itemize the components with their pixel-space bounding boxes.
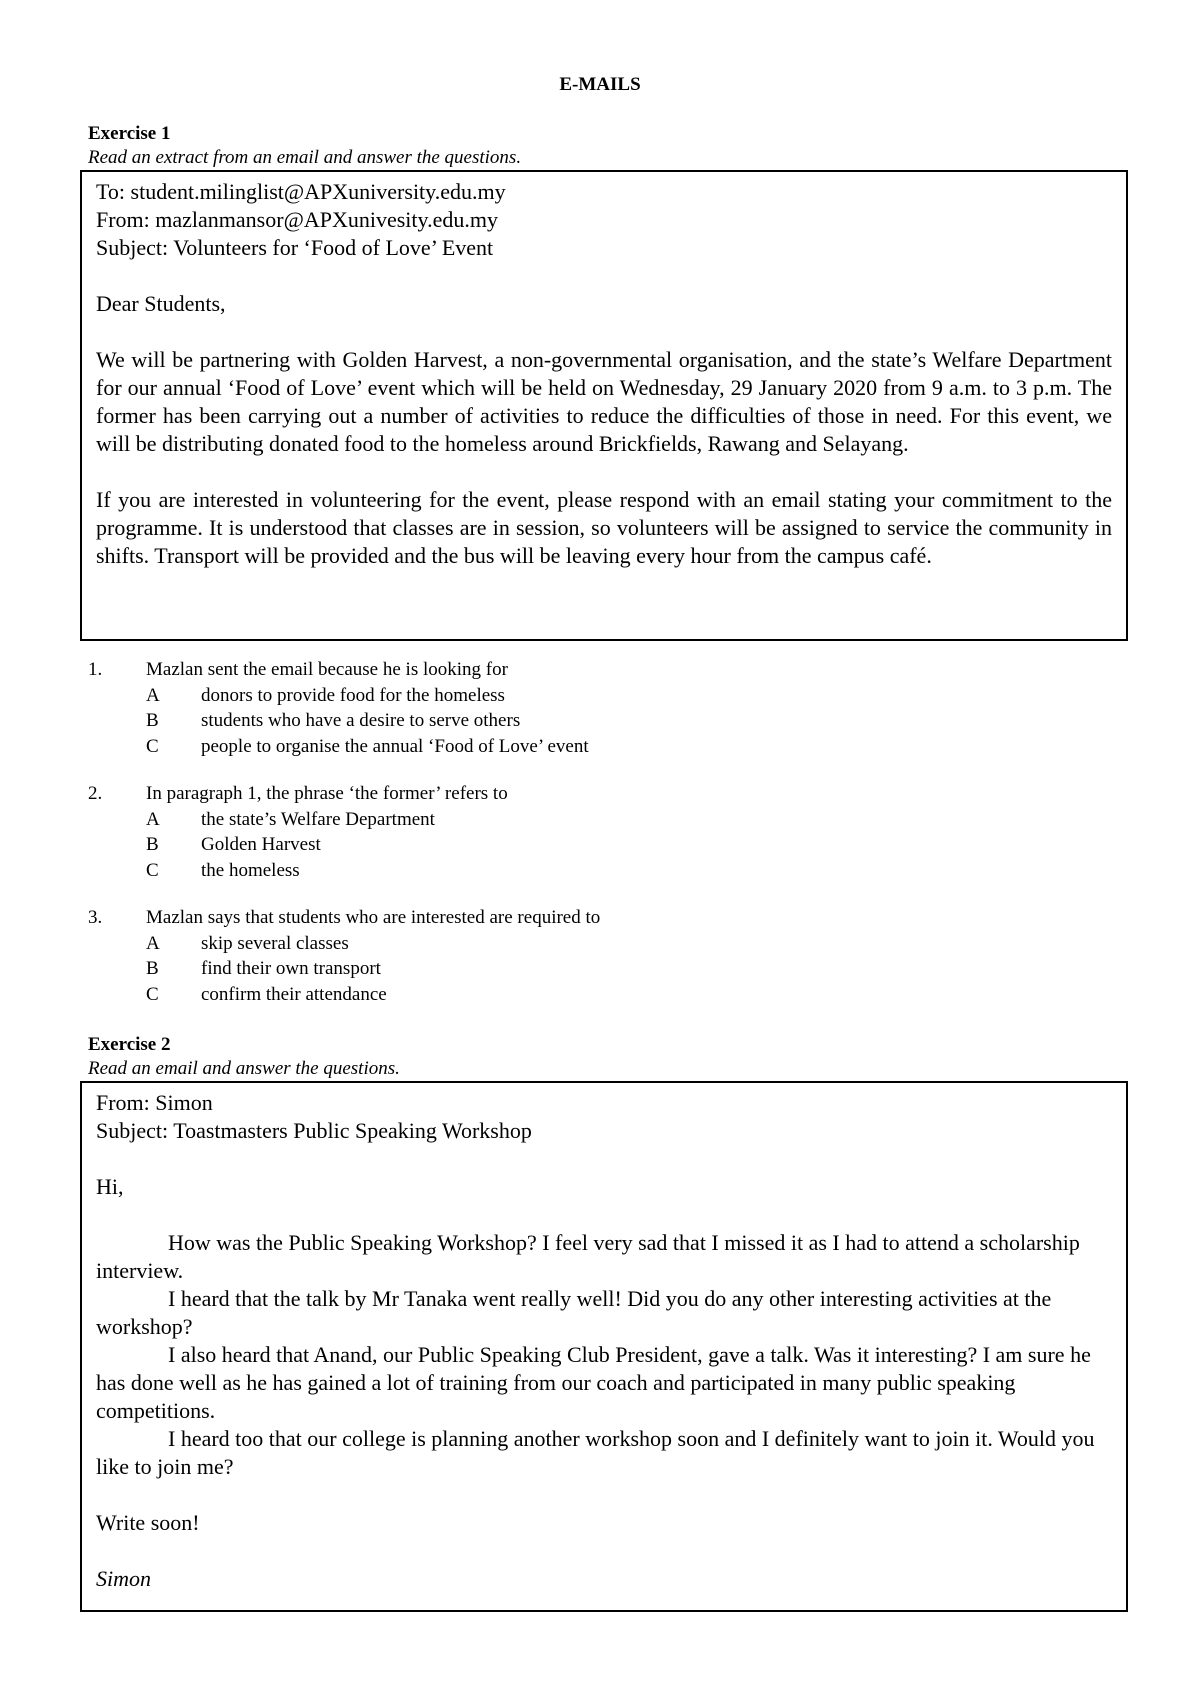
option-letter: A bbox=[146, 684, 160, 706]
option-letter: B bbox=[146, 958, 159, 979]
option-text: the state’s Welfare Department bbox=[201, 808, 435, 830]
option-letter: A bbox=[146, 932, 160, 954]
question-stem: Mazlan sent the email because he is looking for bbox=[146, 659, 508, 680]
question-3 bbox=[88, 905, 1088, 1007]
option-letter: B bbox=[146, 834, 159, 855]
email-paragraph-3: I also heard that Anand, our Public Speaking Club President, gave a talk. Was it interesting? I am sure he has done well as he has gained a lot of training from our coach and participated in many public speaking competitions. bbox=[96, 1342, 1091, 1423]
email-subject-line: Subject: Volunteers for ‘Food of Love’ Event bbox=[96, 235, 494, 260]
question-stem: Mazlan says that students who are interested are required to bbox=[146, 907, 601, 928]
option-letter: C bbox=[146, 983, 159, 1005]
option-text: Golden Harvest bbox=[201, 834, 321, 855]
email-closing: Write soon! bbox=[96, 1510, 200, 1535]
option-text: students who have a desire to serve others bbox=[201, 710, 521, 731]
email-paragraph-1: We will be partnering with Golden Harvest, a non-governmental organisation, and the state’s Welfare Department for our annual ‘Food of Love’ event which will be held on Wednesday, 29 January 2020 from 9 a.m. to 3 p.m. The former has been carrying out a number of activities to reduce the difficulties of those in need. For this event, we will be distributing donated food to the homeless around Brickfields, Rawang and Selayang. bbox=[96, 347, 1112, 456]
exercise1-email-box bbox=[80, 170, 1128, 641]
email-to-line: To: student.milinglist@APXuniversity.edu.my bbox=[96, 179, 506, 204]
email-greeting: Hi, bbox=[96, 1174, 124, 1199]
option-letter: C bbox=[146, 859, 159, 881]
email-paragraph-2: If you are interested in volunteering for the event, please respond with an email stating your commitment to the programme. It is understood that classes are in session, so volunteers will be assigned to service the community in shifts. Transport will be provided and the bus will be leaving every hour from the campus café. bbox=[96, 487, 1112, 568]
option-text: people to organise the annual ‘Food of Love’ event bbox=[201, 735, 589, 757]
option-letter: B bbox=[146, 710, 159, 731]
answer-option-a[interactable] bbox=[88, 931, 1088, 957]
question-number: 3. bbox=[88, 907, 103, 928]
option-letter: C bbox=[146, 735, 159, 757]
option-text: donors to provide food for the homeless bbox=[201, 684, 505, 706]
question-2 bbox=[88, 781, 1088, 883]
answer-option-c[interactable] bbox=[88, 982, 1088, 1008]
exercise2-heading: Exercise 2 bbox=[88, 1034, 171, 1055]
answer-option-c[interactable] bbox=[88, 858, 1088, 884]
question-1 bbox=[88, 657, 1088, 759]
email-from-line: From: mazlanmansor@APXunivesity.edu.my bbox=[96, 207, 498, 232]
email-greeting: Dear Students, bbox=[96, 291, 226, 316]
email-paragraph-4: I heard too that our college is planning another workshop soon and I definitely want to join it. Would you like to join me? bbox=[96, 1426, 1095, 1479]
answer-option-b[interactable] bbox=[88, 956, 1088, 982]
answer-option-b[interactable] bbox=[88, 832, 1088, 858]
email-from-line: From: Simon bbox=[96, 1090, 213, 1115]
option-text: skip several classes bbox=[201, 932, 349, 954]
option-text: confirm their attendance bbox=[201, 983, 387, 1005]
email-subject-line: Subject: Toastmasters Public Speaking Workshop bbox=[96, 1118, 532, 1143]
page-title: E-MAILS bbox=[559, 74, 641, 95]
option-letter: A bbox=[146, 808, 160, 830]
question-number: 2. bbox=[88, 783, 103, 804]
question-stem: In paragraph 1, the phrase ‘the former’ refers to bbox=[146, 783, 508, 804]
exercise1-heading: Exercise 1 bbox=[88, 123, 171, 144]
answer-option-c[interactable] bbox=[88, 734, 1088, 760]
option-text: find their own transport bbox=[201, 958, 381, 979]
exercise1-instruction: Read an extract from an email and answer the questions. bbox=[88, 147, 522, 168]
question-number: 1. bbox=[88, 659, 103, 680]
email-paragraph-2: I heard that the talk by Mr Tanaka went really well! Did you do any other interesting activities at the workshop? bbox=[96, 1286, 1052, 1339]
answer-option-b[interactable] bbox=[88, 708, 1088, 734]
option-text: the homeless bbox=[201, 859, 300, 881]
exercise2-instruction: Read an email and answer the questions. bbox=[88, 1058, 400, 1079]
email-paragraph-1: How was the Public Speaking Workshop? I feel very sad that I missed it as I had to attend a scholarship interview. bbox=[96, 1230, 1080, 1283]
email-signature: Simon bbox=[96, 1566, 151, 1591]
exercise2-email-box bbox=[80, 1081, 1128, 1612]
answer-option-a[interactable] bbox=[88, 683, 1088, 709]
answer-option-a[interactable] bbox=[88, 807, 1088, 833]
